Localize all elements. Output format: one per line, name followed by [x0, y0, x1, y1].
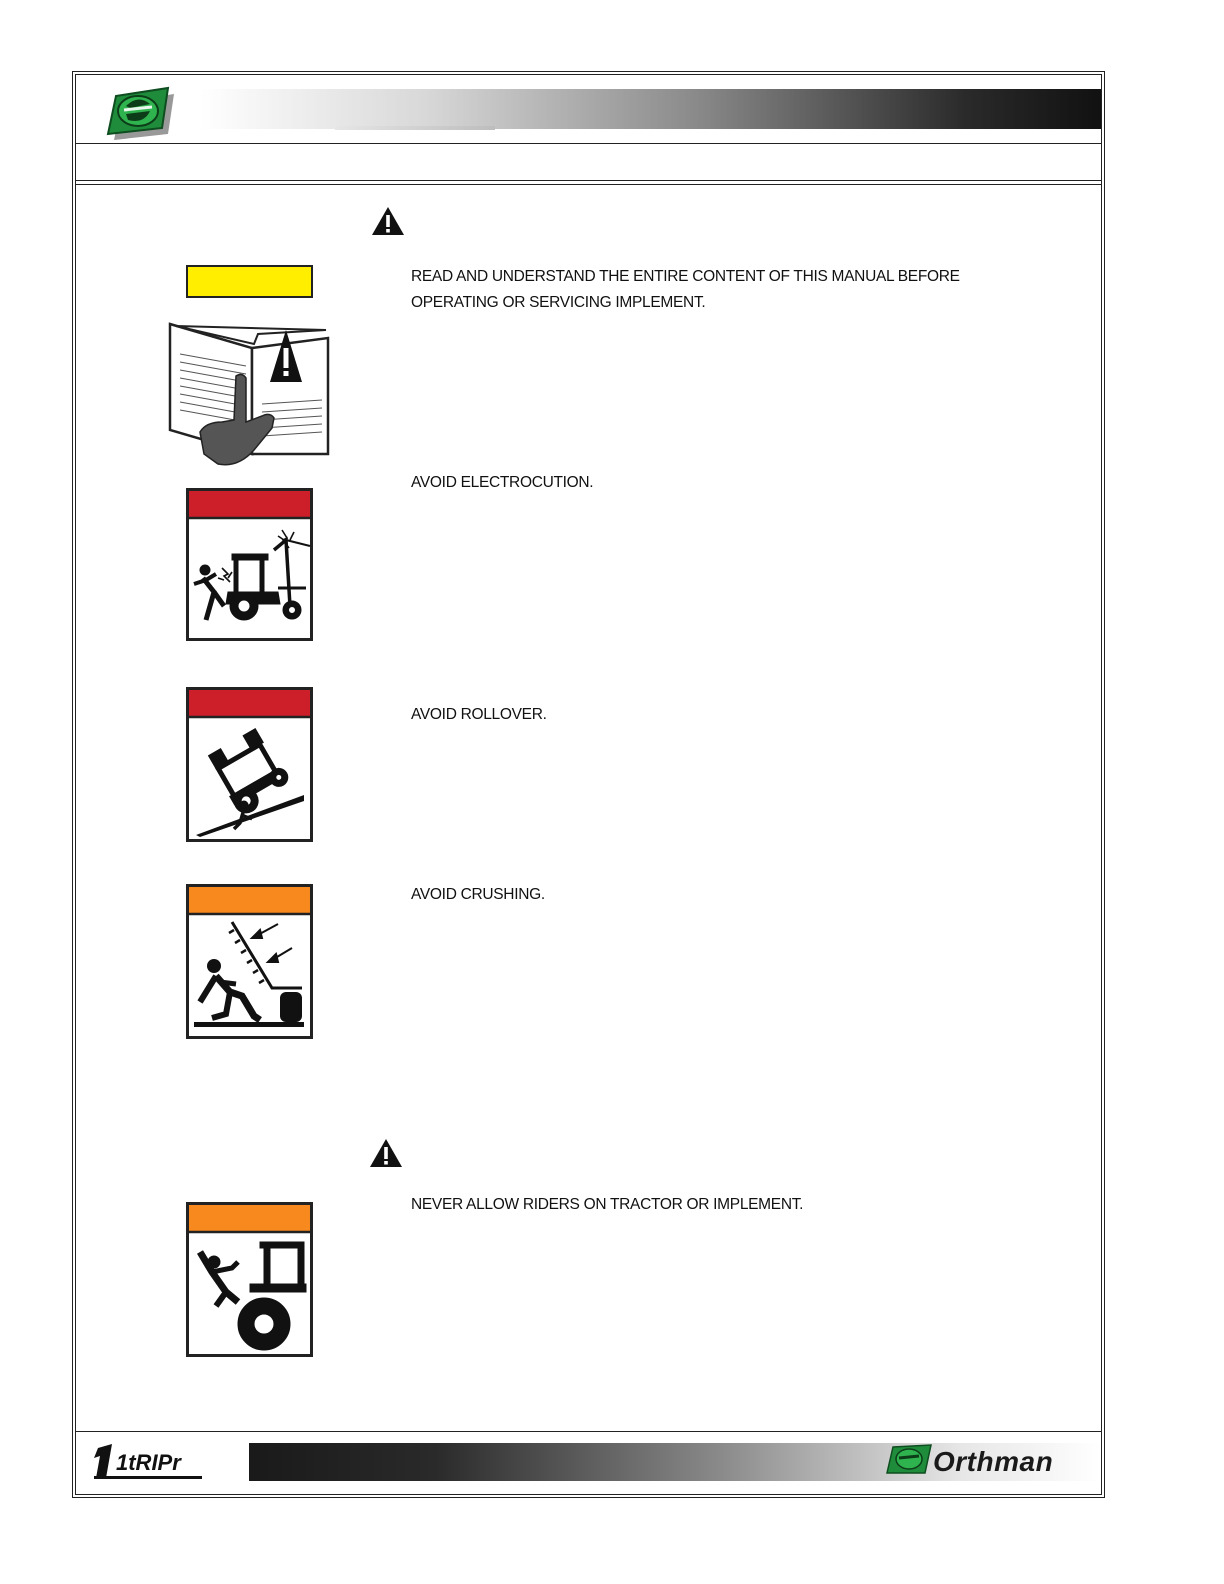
read-manual-text: READ AND UNDERSTAND THE ENTIRE CONTENT OF THIS MANUAL BEFORE OPERATING OR SERVICING IMPLEMENT. [411, 268, 960, 311]
warning-triangle-icon [368, 1137, 404, 1174]
danger-rollover-decal [186, 687, 314, 848]
orthman-brand-icon [885, 1443, 933, 1480]
read-manual-pictogram [166, 304, 332, 475]
warning-triangle-icon [370, 205, 406, 242]
crushing-text: AVOID CRUSHING. [411, 886, 545, 903]
header-gradient-bar [200, 89, 1101, 129]
1tripr-product-logo [90, 1438, 210, 1489]
subheader-rule-top [75, 180, 1102, 181]
product-logo-text: 1tRIPr [116, 1450, 181, 1475]
no-riders-text: NEVER ALLOW RIDERS ON TRACTOR OR IMPLEMENT. [411, 1196, 804, 1213]
danger-electrocution-decal [186, 488, 314, 647]
rollover-text: AVOID ROLLOVER. [411, 706, 547, 723]
header-rule [75, 143, 1102, 144]
warning-no-riders-decal [186, 1202, 314, 1363]
subheader-rule-bottom [75, 184, 1102, 185]
orthman-brand-name: Orthman [933, 1446, 1054, 1477]
orthman-e-logo-icon [100, 84, 180, 149]
caution-read-manual-decal [186, 265, 314, 304]
warning-crushing-decal [186, 884, 314, 1045]
header-accent-stub [335, 126, 495, 130]
footer-rule [75, 1431, 1102, 1432]
electrocution-text: AVOID ELECTROCUTION. [411, 474, 594, 491]
